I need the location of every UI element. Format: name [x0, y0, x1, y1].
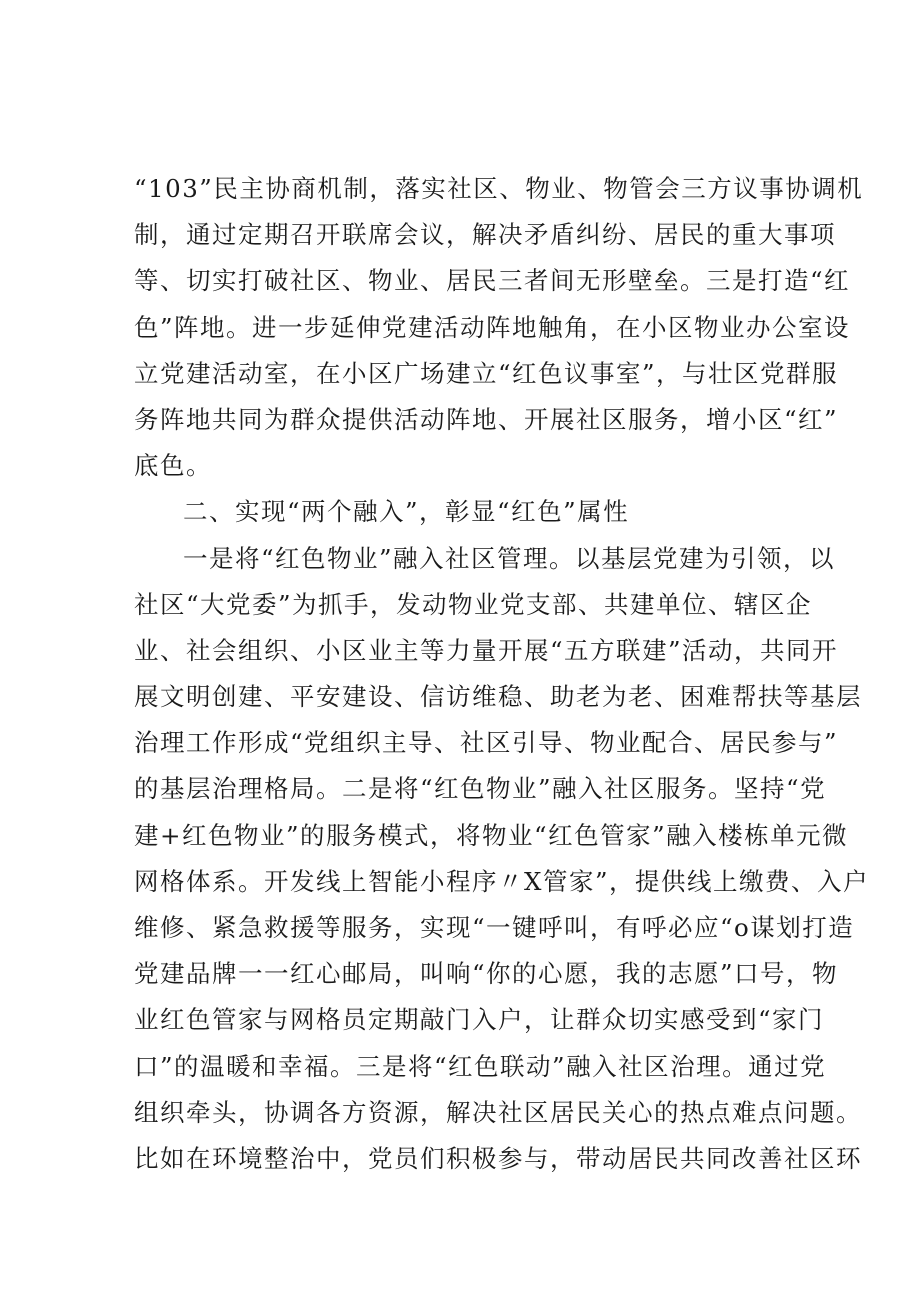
- document-page: [134, 166, 869, 1182]
- paragraph-line: 的基层治理格局。二是将“红色物业”融入社区服务。坚持“党: [134, 774, 827, 804]
- paragraph-line: 维修、紧急救援等服务，实现“一键呼叫，有呼必应“o谋划打造: [134, 913, 855, 942]
- paragraph-line: 组织牵头，协调各方资源，解决社区居民关心的热点难点问题。: [134, 1097, 862, 1127]
- paragraph-line: 网格体系。开发线上智能小程序〃X管家”，提供线上缴费、入户: [134, 866, 869, 896]
- paragraph-line: 治理工作形成“党组织主导、社区引导、物业配合、居民参与”: [134, 728, 839, 758]
- paragraph-line: 展文明创建、平安建设、信访维稳、助老为老、困难帮扶等基层: [134, 682, 862, 712]
- paragraph-line: 业红色管家与网格员定期敲门入户，让群众切实感受到“家门: [134, 1005, 825, 1035]
- paragraph-line: 社区“大党委”为抓手，发动物业党支部、共建单位、辖区企: [134, 589, 813, 619]
- paragraph-line: 口”的温暖和幸福。三是将“红色联动”融入社区治理。通过党: [134, 1051, 827, 1081]
- paragraph-line: 党建品牌一一红心邮局，叫响“你的心愿，我的志愿”口号，物: [134, 959, 839, 989]
- paragraph-line: 制，通过定期召开联席会议，解决矛盾纠纷、居民的重大事项: [134, 220, 836, 250]
- paragraph-line: “103”民主协商机制，落实社区、物业、物管会三方议事协调机: [134, 174, 864, 203]
- paragraph-line: 比如在环境整治中，党员们积极参与，带动居民共同改善社区环: [134, 1143, 862, 1173]
- paragraph-line: 务阵地共同为群众提供活动阵地、开展社区服务，增小区“红”: [134, 404, 839, 434]
- paragraph-line: 业、社会组织、小区业主等力量开展“五方联建”活动，共同开: [134, 635, 839, 665]
- paragraph-line: 底色。: [134, 451, 212, 481]
- section-heading: 二、实现“两个融入”，彰显“红色”属性: [183, 497, 630, 527]
- paragraph-line: 一是将“红色物业”融入社区管理。以基层党建为引领，以: [183, 543, 836, 573]
- paragraph-line: 建+红色物业”的服务模式，将物业“红色管家”融入楼栋单元微: [134, 820, 849, 850]
- paragraph-line: 立党建活动室，在小区广场建立“红色议事室”，与壮区党群服: [134, 358, 839, 388]
- paragraph-line: 等、切实打破社区、物业、居民三者间无形壁垒。三是打造“红: [134, 266, 851, 296]
- paragraph-line: 色”阵地。进一步延伸党建活动阵地触角，在小区物业办公室设: [134, 312, 851, 342]
